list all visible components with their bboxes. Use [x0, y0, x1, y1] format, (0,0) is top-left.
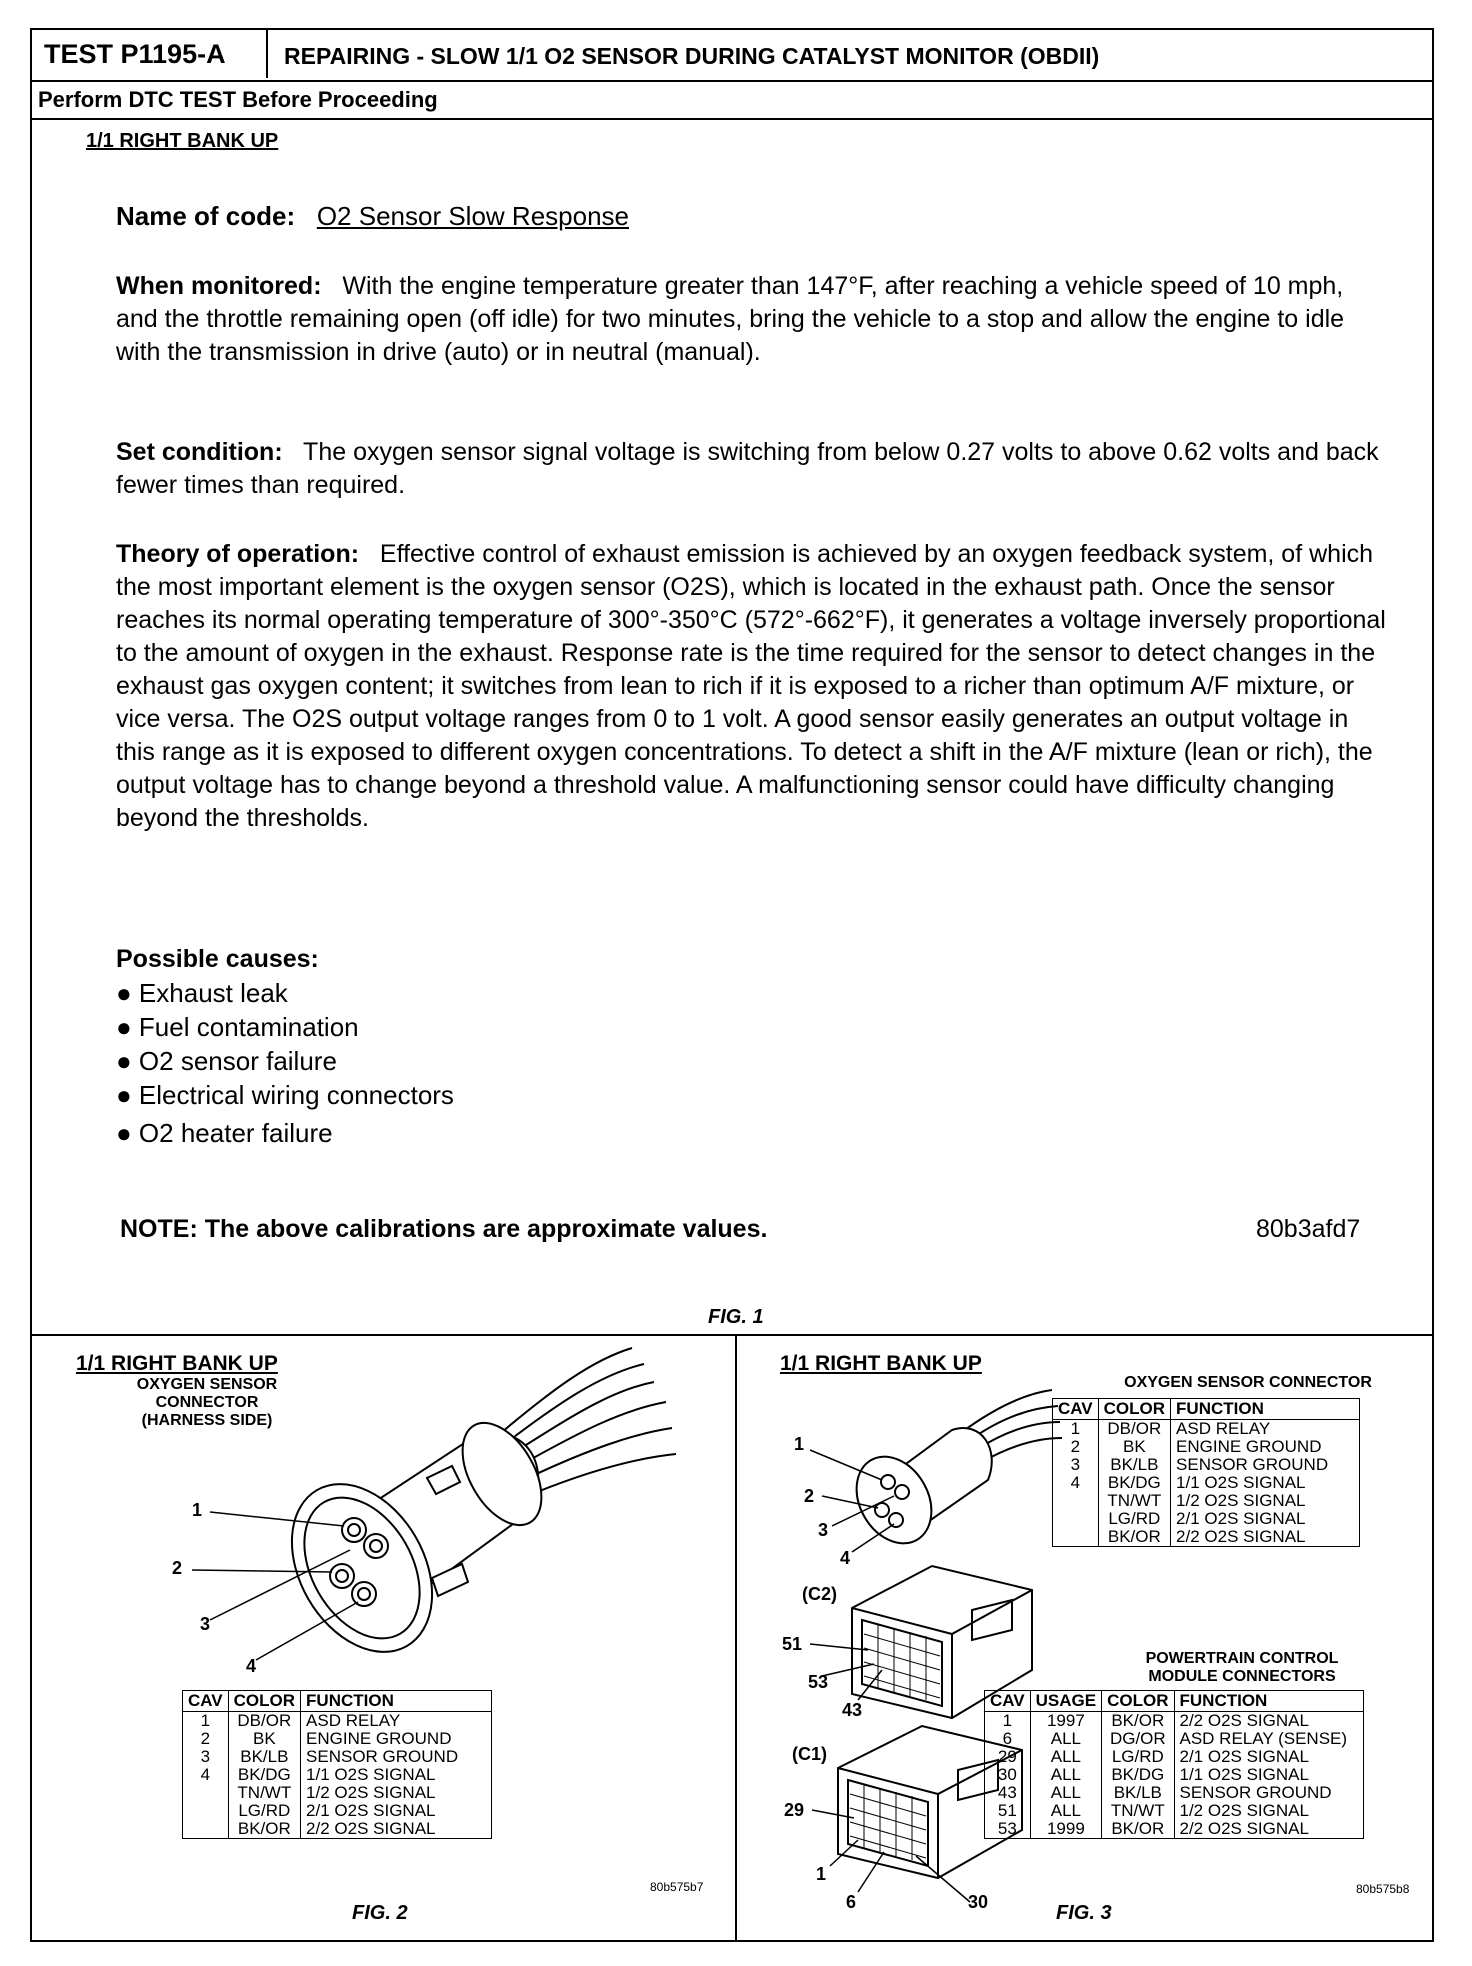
- table-cell: SENSOR GROUND: [1171, 1456, 1360, 1474]
- test-title: REPAIRING - SLOW 1/1 O2 SENSOR DURING CATALYST MONITOR (OBDII): [284, 43, 1100, 69]
- table-row: [985, 1802, 1364, 1820]
- table-cell: ASD RELAY (SENSE): [1174, 1730, 1363, 1748]
- table-cell: 2/1 O2S SIGNAL: [1174, 1748, 1363, 1766]
- c2-pin-label: 53: [808, 1672, 829, 1692]
- table-cell: 1997: [1030, 1712, 1101, 1731]
- table-cell: ALL: [1030, 1784, 1101, 1802]
- table-cell: 2: [1053, 1438, 1099, 1456]
- table-cell: BK/LB: [228, 1748, 300, 1766]
- table-cell: ASD RELAY: [1171, 1420, 1360, 1439]
- table-cell: 1: [183, 1712, 229, 1731]
- column-header: COLOR: [1102, 1691, 1174, 1712]
- fig2-pin-label: 2: [172, 1558, 183, 1578]
- table-cell: 1/2 O2S SIGNAL: [1171, 1492, 1360, 1510]
- table-cell: 53: [985, 1820, 1031, 1839]
- table-cell: DB/OR: [228, 1712, 300, 1731]
- table-cell: 4: [1053, 1474, 1099, 1492]
- table-header-row: [985, 1691, 1364, 1712]
- table-cell: 29: [985, 1748, 1031, 1766]
- table-row: [985, 1784, 1364, 1802]
- c1-label: (C1): [792, 1744, 827, 1764]
- fig2-caption-line: (HARNESS SIDE): [141, 1412, 273, 1429]
- table-row: [985, 1712, 1364, 1731]
- table-cell: ENGINE GROUND: [301, 1730, 492, 1748]
- when-monitored-text: With the engine temperature greater than 147°F, after reaching a vehicle speed of 10 mph, and the throttle remaining open (off idle) for two minutes, bring the vehicle to a stop and allow the engine to idle with the transmission in drive (auto) or in neutral (manual).: [116, 272, 1345, 366]
- fig3-label: FIG. 3: [1056, 1902, 1112, 1924]
- table-cell: LG/RD: [228, 1802, 300, 1820]
- table-cell: 2/1 O2S SIGNAL: [301, 1802, 492, 1820]
- table-cell: BK: [228, 1730, 300, 1748]
- fig2-pin-label: 4: [246, 1656, 257, 1676]
- table-row: [985, 1766, 1364, 1784]
- c1-pin-label: 1: [816, 1864, 827, 1884]
- c1-pin-label: 29: [784, 1800, 805, 1820]
- table-cell: BK/DG: [228, 1766, 300, 1784]
- fig3-code: 80b575b8: [1356, 1882, 1410, 1896]
- table-cell: LG/RD: [1102, 1748, 1174, 1766]
- table-cell: 3: [1053, 1456, 1099, 1474]
- c1-pin-label: 30: [968, 1892, 989, 1912]
- pcm-caption-line: MODULE CONNECTORS: [1148, 1668, 1336, 1685]
- table-cell: 4: [183, 1766, 229, 1784]
- table-cell: 1999: [1030, 1820, 1101, 1839]
- test-subtitle: Perform DTC TEST Before Proceeding: [32, 80, 1432, 120]
- c2-pin-label: 51: [782, 1634, 803, 1654]
- pcm-connectors-drawing: [32, 30, 1432, 1930]
- table-row: [985, 1730, 1364, 1748]
- name-of-code-label: Name of code:: [116, 201, 296, 231]
- table-cell: BK/OR: [1102, 1820, 1174, 1839]
- table-cell: 2/2 O2S SIGNAL: [1171, 1528, 1360, 1547]
- table-cell: TN/WT: [1102, 1802, 1174, 1820]
- list-item: ● O2 sensor failure: [116, 1046, 337, 1076]
- table-cell: 51: [985, 1802, 1031, 1820]
- table-cell: ASD RELAY: [301, 1712, 492, 1731]
- list-item: ● O2 heater failure: [116, 1118, 333, 1148]
- name-of-code-value: O2 Sensor Slow Response: [316, 201, 629, 231]
- pcm-caption-line: POWERTRAIN CONTROL: [1145, 1650, 1339, 1667]
- table-cell: DG/OR: [1102, 1730, 1174, 1748]
- fig3-sensor-pin-label: 3: [818, 1520, 829, 1540]
- table-cell: 1/2 O2S SIGNAL: [1174, 1802, 1363, 1820]
- pcm-table-body: [985, 1712, 1364, 1839]
- set-condition-text: The oxygen sensor signal voltage is switching from below 0.27 volts to above 0.62 volts and back fewer times than required.: [116, 438, 1379, 499]
- column-header: COLOR: [228, 1691, 300, 1712]
- note-code: 80b3afd7: [1256, 1215, 1361, 1243]
- when-monitored-label: When monitored:: [116, 272, 322, 300]
- column-header: USAGE: [1030, 1691, 1101, 1712]
- table-cell: ALL: [1030, 1802, 1101, 1820]
- table-cell: LG/RD: [1098, 1510, 1170, 1528]
- table-cell: 3: [183, 1748, 229, 1766]
- table-cell: BK/LB: [1098, 1456, 1170, 1474]
- fig2-title: 1/1 RIGHT BANK UP: [76, 1352, 278, 1375]
- table-cell: BK/OR: [1102, 1712, 1174, 1731]
- table-cell: DB/OR: [1098, 1420, 1170, 1439]
- list-item: ● Electrical wiring connectors: [116, 1080, 454, 1110]
- table-cell: TN/WT: [1098, 1492, 1170, 1510]
- fig2-caption-line: CONNECTOR: [155, 1394, 259, 1411]
- table-cell: ALL: [1030, 1748, 1101, 1766]
- pcm-connector-table: [984, 1690, 1364, 1839]
- fig3-title: 1/1 RIGHT BANK UP: [780, 1352, 982, 1375]
- table-cell: BK: [1098, 1438, 1170, 1456]
- table-cell: TN/WT: [228, 1784, 300, 1802]
- theory-text: Effective control of exhaust emission is achieved by an oxygen feedback system, of which the most important element is the oxygen sensor (O2S), which is located in the exhaust path. Once the sensor reaches its normal operating temperature of 300°-350°C (572°-662°F), it generates a voltage inversely proportional to the amount of oxygen in the exhaust. Response rate is the time required for the sensor to detect changes in the exhaust gas oxygen content; it switches from lean to rich if it is exposed to a richer than optimum A/F mixture, or vice versa. The O2S output voltage ranges from 0 to 1 volt. A good sensor easily generates an output voltage in this range as it is exposed to different oxygen concentrations. To detect a shift in the A/F mixture (lean or rich), the output voltage has to change beyond a threshold value. A malfunctioning sensor could have difficulty changing beyond the thresholds.: [116, 540, 1386, 832]
- fig2-caption-line: OXYGEN SENSOR: [136, 1376, 278, 1393]
- c2-pin-label: 43: [842, 1700, 863, 1720]
- table-cell: ENGINE GROUND: [1171, 1438, 1360, 1456]
- fig2-pin-label: 1: [192, 1500, 203, 1520]
- table-cell: BK/DG: [1102, 1766, 1174, 1784]
- table-cell: 1: [1053, 1420, 1099, 1439]
- column-header: FUNCTION: [1171, 1399, 1360, 1420]
- table-cell: BK/OR: [1098, 1528, 1170, 1547]
- fig3-sensor-pin-label: 2: [804, 1486, 815, 1506]
- list-item: ● Fuel contamination: [116, 1012, 359, 1042]
- column-header: FUNCTION: [1174, 1691, 1363, 1712]
- table-cell: SENSOR GROUND: [1174, 1784, 1363, 1802]
- column-header: FUNCTION: [301, 1691, 492, 1712]
- pcm-caption: [1092, 1650, 1392, 1686]
- service-manual-page: [30, 28, 1434, 1942]
- fig3-sensor-pin-label: 4: [840, 1548, 851, 1568]
- fig3-sensor-pin-label: 1: [794, 1434, 805, 1454]
- table-cell: SENSOR GROUND: [301, 1748, 492, 1766]
- table-cell: 2/2 O2S SIGNAL: [1174, 1820, 1363, 1839]
- table-cell: 2/2 O2S SIGNAL: [301, 1820, 492, 1839]
- set-condition-label: Set condition:: [116, 438, 283, 466]
- table-cell: BK/DG: [1098, 1474, 1170, 1492]
- column-header: COLOR: [1098, 1399, 1170, 1420]
- table-cell: BK/LB: [1102, 1784, 1174, 1802]
- fig1-label: FIG. 1: [708, 1306, 764, 1328]
- table-cell: 1/2 O2S SIGNAL: [301, 1784, 492, 1802]
- list-item: ● Exhaust leak: [116, 978, 288, 1008]
- column-header: CAV: [985, 1691, 1031, 1712]
- column-header: CAV: [183, 1691, 229, 1712]
- fig2-pin-label: 3: [200, 1614, 211, 1634]
- fig3-sensor-caption: OXYGEN SENSOR CONNECTOR: [1124, 1374, 1372, 1391]
- table-row: [985, 1748, 1364, 1766]
- table-cell: 43: [985, 1784, 1031, 1802]
- theory-label: Theory of operation:: [116, 540, 360, 568]
- table-cell: ALL: [1030, 1730, 1101, 1748]
- table-cell: 1/1 O2S SIGNAL: [1174, 1766, 1363, 1784]
- column-header: CAV: [1053, 1399, 1099, 1420]
- table-cell: 30: [985, 1766, 1031, 1784]
- fig2-code: 80b575b7: [650, 1880, 704, 1894]
- test-id: TEST P1195-A: [32, 30, 268, 78]
- section-label: 1/1 RIGHT BANK UP: [86, 130, 279, 152]
- table-cell: 6: [985, 1730, 1031, 1748]
- fig2-label: FIG. 2: [352, 1902, 408, 1924]
- table-row: [985, 1820, 1364, 1839]
- c2-label: (C2): [802, 1584, 837, 1604]
- table-cell: 2: [183, 1730, 229, 1748]
- possible-causes-label: Possible causes:: [116, 945, 319, 973]
- table-cell: 1/1 O2S SIGNAL: [301, 1766, 492, 1784]
- table-cell: 2/1 O2S SIGNAL: [1171, 1510, 1360, 1528]
- table-cell: 1/1 O2S SIGNAL: [1171, 1474, 1360, 1492]
- table-cell: ALL: [1030, 1766, 1101, 1784]
- table-cell: 2/2 O2S SIGNAL: [1174, 1712, 1363, 1731]
- table-cell: 1: [985, 1712, 1031, 1731]
- calibration-note: NOTE: The above calibrations are approximate values.: [120, 1215, 768, 1243]
- c1-pin-label: 6: [846, 1892, 857, 1912]
- table-cell: BK/OR: [228, 1820, 300, 1839]
